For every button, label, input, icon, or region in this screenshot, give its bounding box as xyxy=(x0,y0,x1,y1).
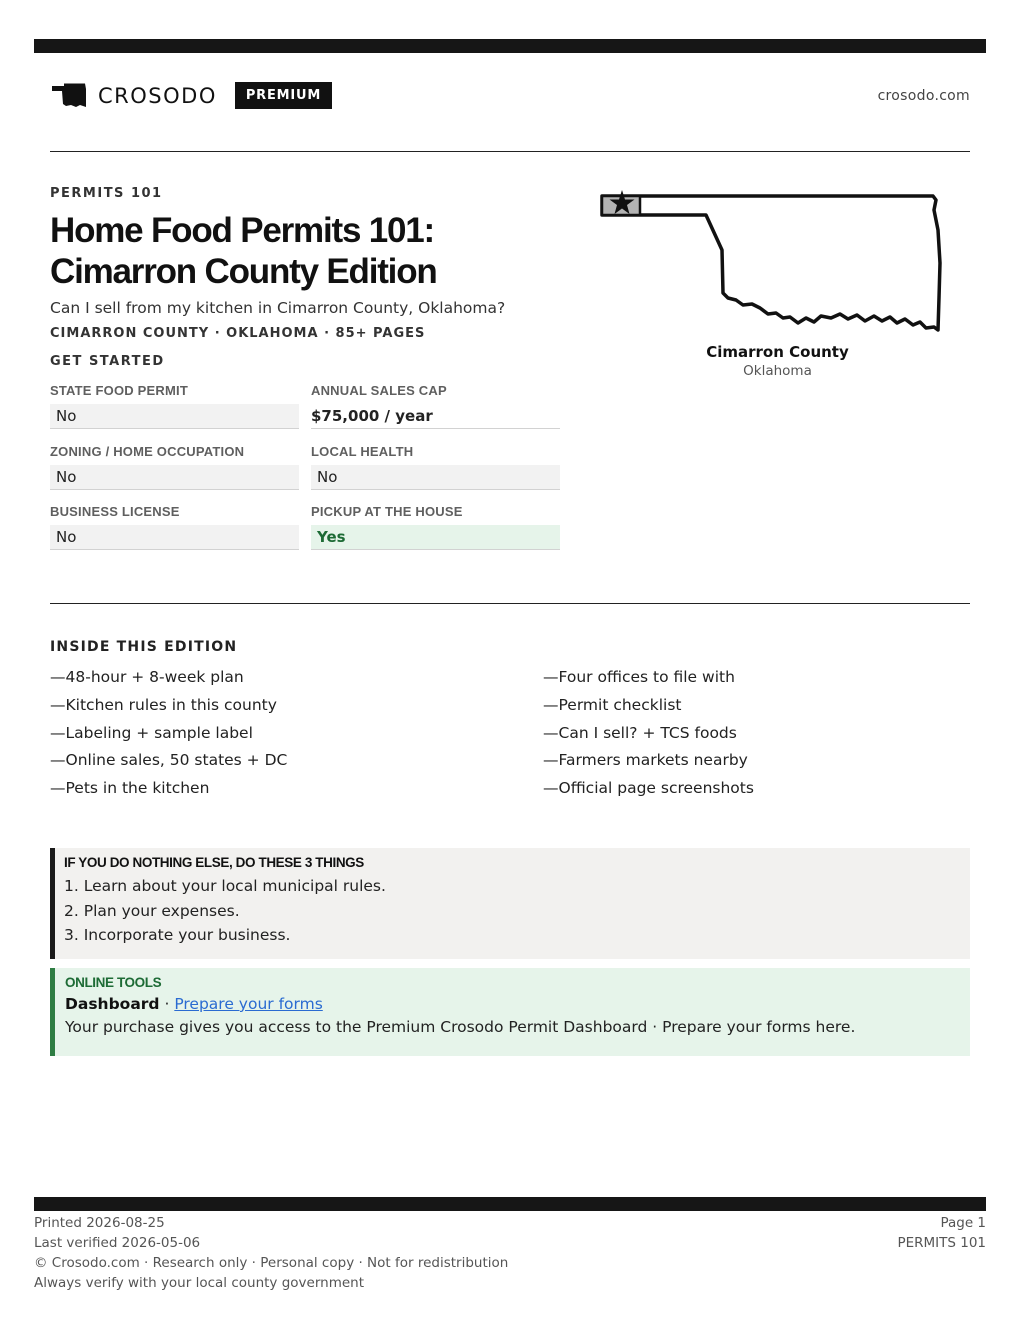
list-item: —Farmers markets nearby xyxy=(543,751,748,770)
field-label: STATE FOOD PERMIT xyxy=(50,383,188,398)
field-value: No xyxy=(311,465,560,490)
verified-date: Last verified 2026-05-06 xyxy=(34,1235,201,1251)
list-item: —Four offices to file with xyxy=(543,668,735,686)
field-value: $75,000 / year xyxy=(311,404,560,429)
field-zoning xyxy=(50,444,299,490)
top-three-callout xyxy=(50,848,970,959)
list-item: —Pets in the kitchen xyxy=(50,779,210,798)
oklahoma-shape-icon xyxy=(50,83,88,109)
field-value: No xyxy=(50,465,299,490)
list-item: 3. Incorporate your business. xyxy=(64,926,291,944)
list-item: 2. Plan your expenses. xyxy=(64,901,240,920)
dashboard-label: Dashboard xyxy=(65,995,160,1013)
callout-title: ONLINE TOOLS xyxy=(65,975,162,990)
field-local-health xyxy=(311,444,560,490)
premium-badge: PREMIUM xyxy=(235,82,332,109)
footer-left xyxy=(34,1213,508,1293)
field-label: LOCAL HEALTH xyxy=(311,444,414,459)
list-item: —Kitchen rules in this county xyxy=(50,695,277,714)
subtitle: Can I sell from my kitchen in Cimarron County, Oklahoma? xyxy=(50,299,506,317)
list-item: —Labeling + sample label xyxy=(50,723,253,742)
list-item: —48-hour + 8-week plan xyxy=(50,668,244,686)
inside-edition-heading: INSIDE THIS EDITION xyxy=(50,639,238,655)
callout-steps xyxy=(64,874,970,948)
footer-right xyxy=(897,1213,986,1253)
page-number: Page 1 xyxy=(940,1215,986,1231)
list-item: —Official page screenshots xyxy=(543,779,754,798)
list-item: —Permit checklist xyxy=(543,695,682,714)
section-divider xyxy=(50,603,970,604)
state-outline xyxy=(602,196,940,330)
inside-list-right xyxy=(543,665,983,804)
bottom-bar xyxy=(34,1197,986,1211)
field-label: ZONING / HOME OCCUPATION xyxy=(50,444,245,459)
map-county-name: Cimarron County xyxy=(706,343,849,361)
field-pickup xyxy=(311,504,560,550)
oklahoma-map xyxy=(600,188,948,336)
field-state-food-permit xyxy=(50,383,299,429)
footer-section: PERMITS 101 xyxy=(897,1235,986,1251)
field-value: No xyxy=(50,404,299,429)
separator: · xyxy=(159,995,175,1013)
list-item: —Online sales, 50 states + DC xyxy=(50,751,288,770)
field-value: Yes xyxy=(311,525,560,550)
page-title xyxy=(50,210,570,292)
title-line-1: Home Food Permits 101: xyxy=(50,211,434,250)
field-label: ANNUAL SALES CAP xyxy=(311,383,447,398)
eyebrow: PERMITS 101 xyxy=(50,186,163,201)
tools-line xyxy=(65,995,970,1013)
inside-list-left xyxy=(50,665,490,804)
online-tools-callout xyxy=(50,968,970,1056)
field-label: PICKUP AT THE HOUSE xyxy=(311,504,463,519)
logo[interactable] xyxy=(50,82,332,109)
field-label: BUSINESS LICENSE xyxy=(50,504,180,519)
list-item: 1. Learn about your local municipal rules. xyxy=(64,877,386,895)
title-line-2: Cimarron County Edition xyxy=(50,252,437,291)
map-state-name: Oklahoma xyxy=(743,363,812,379)
prepare-forms-link[interactable]: Prepare your forms xyxy=(174,995,323,1013)
tools-description: Your purchase gives you access to the Premium Crosodo Permit Dashboard · Prepare your forms here. xyxy=(65,1018,856,1036)
callout-title: IF YOU DO NOTHING ELSE, DO THESE 3 THINGS xyxy=(64,855,364,870)
list-item: —Can I sell? + TCS foods xyxy=(543,723,737,742)
get-started-heading: GET STARTED xyxy=(50,354,165,369)
printed-date: Printed 2026-08-25 xyxy=(34,1215,165,1231)
header-divider xyxy=(50,151,970,152)
edition-meta: CIMARRON COUNTY · OKLAHOMA · 85+ PAGES xyxy=(50,326,426,341)
brand-name: CROSODO xyxy=(98,83,217,108)
field-annual-sales-cap xyxy=(311,383,560,429)
map-caption xyxy=(680,343,875,379)
header xyxy=(50,80,970,114)
disclaimer: Always verify with your local county government xyxy=(34,1275,364,1291)
site-url[interactable]: crosodo.com xyxy=(877,88,970,104)
field-business-license xyxy=(50,504,299,550)
copyright: © Crosodo.com · Research only · Personal copy · Not for redistribution xyxy=(34,1255,509,1271)
field-value: No xyxy=(50,525,299,550)
top-bar xyxy=(34,39,986,53)
